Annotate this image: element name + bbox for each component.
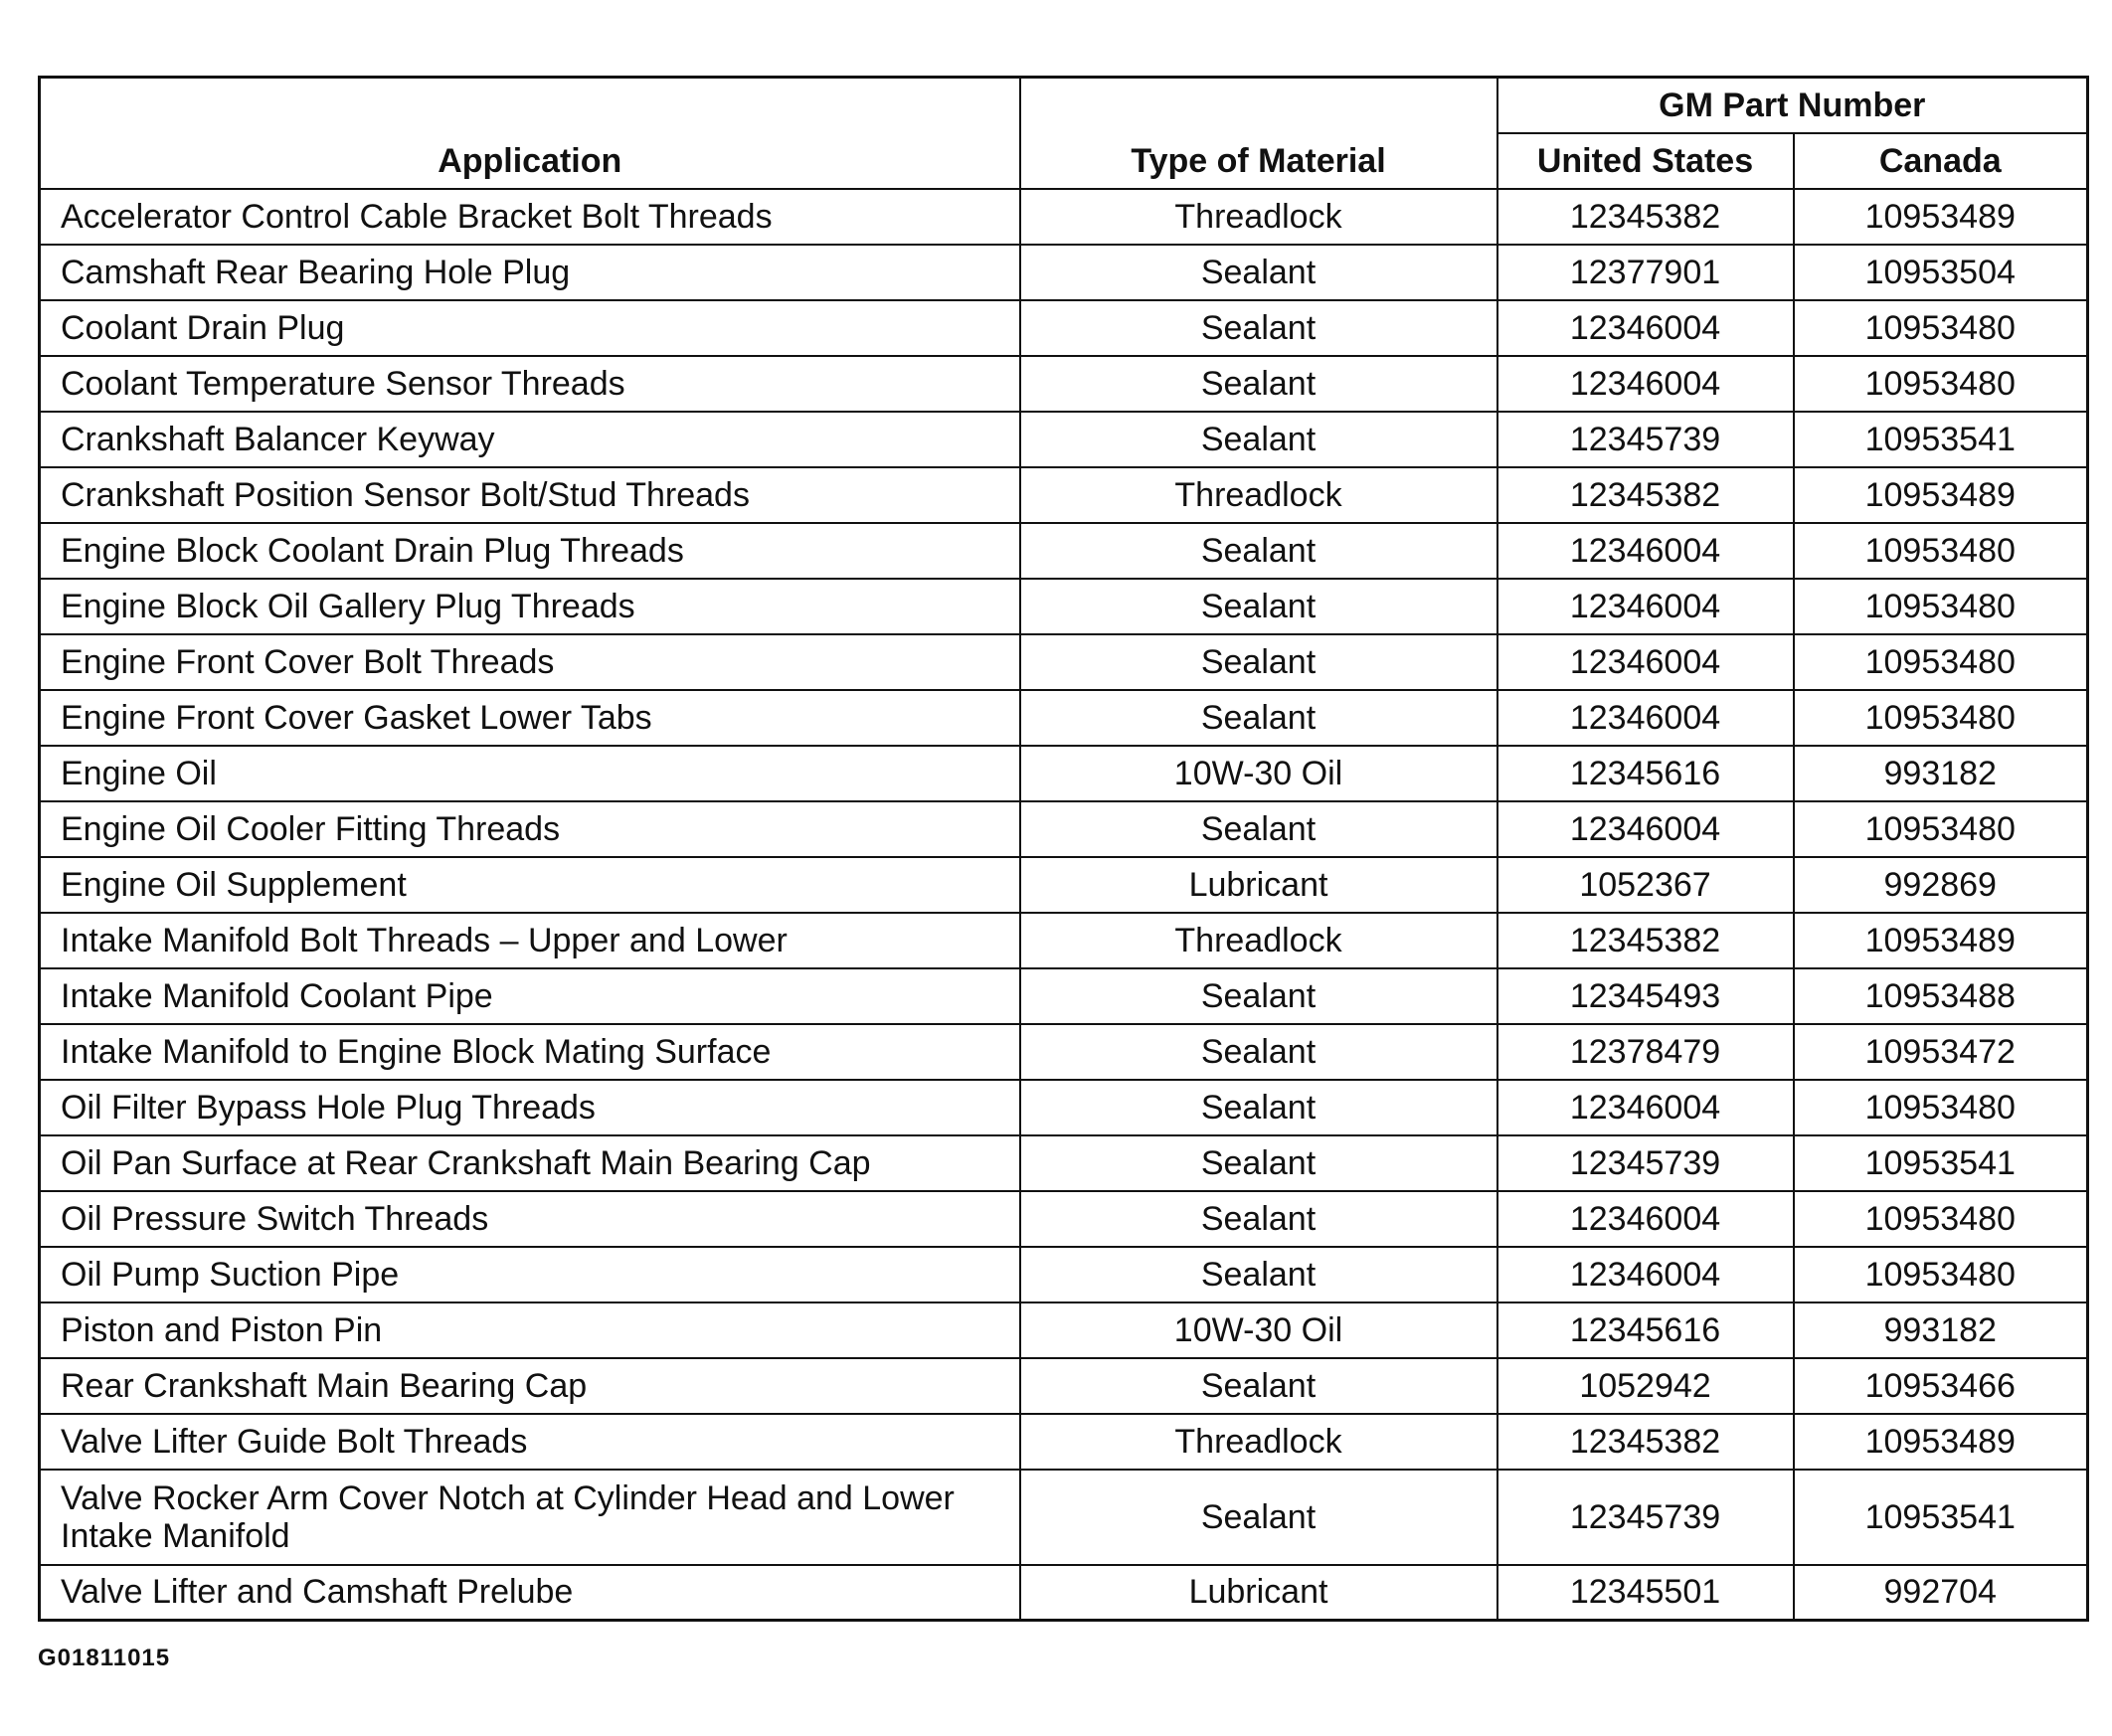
table-row <box>40 1302 2088 1358</box>
cell-us-part-number: 12346004 <box>1497 356 1794 412</box>
table-row <box>40 1024 2088 1080</box>
table-row <box>40 690 2088 746</box>
cell-material: Threadlock <box>1020 913 1497 968</box>
cell-material: Sealant <box>1020 300 1497 356</box>
cell-us-part-number: 12346004 <box>1497 690 1794 746</box>
cell-application: Coolant Temperature Sensor Threads <box>40 356 1020 412</box>
cell-material: Lubricant <box>1020 1565 1497 1621</box>
cell-canada-part-number: 10953480 <box>1794 634 2088 690</box>
cell-canada-part-number: 10953489 <box>1794 1414 2088 1470</box>
cell-canada-part-number: 10953541 <box>1794 1470 2088 1565</box>
table-body <box>40 189 2088 1621</box>
cell-us-part-number: 12346004 <box>1497 1191 1794 1247</box>
cell-application: Valve Rocker Arm Cover Notch at Cylinder Head and Lower Intake Manifold <box>40 1470 1020 1565</box>
cell-material: 10W-30 Oil <box>1020 746 1497 801</box>
cell-canada-part-number: 10953541 <box>1794 412 2088 467</box>
parts-table-sheet <box>38 76 2086 1622</box>
table-row <box>40 579 2088 634</box>
cell-us-part-number: 12345382 <box>1497 189 1794 245</box>
cell-us-part-number: 12345739 <box>1497 1470 1794 1565</box>
cell-us-part-number: 12345739 <box>1497 1135 1794 1191</box>
header-canada: Canada <box>1794 133 2088 189</box>
cell-us-part-number: 12346004 <box>1497 801 1794 857</box>
cell-material: Sealant <box>1020 1191 1497 1247</box>
table-row <box>40 1080 2088 1135</box>
table-row <box>40 857 2088 913</box>
cell-material: Sealant <box>1020 1358 1497 1414</box>
cell-material: Threadlock <box>1020 467 1497 523</box>
table-row <box>40 913 2088 968</box>
cell-canada-part-number: 10953466 <box>1794 1358 2088 1414</box>
cell-application: Crankshaft Balancer Keyway <box>40 412 1020 467</box>
cell-material: Sealant <box>1020 356 1497 412</box>
cell-material: Lubricant <box>1020 857 1497 913</box>
cell-canada-part-number: 10953472 <box>1794 1024 2088 1080</box>
cell-canada-part-number: 993182 <box>1794 746 2088 801</box>
table-row <box>40 1565 2088 1621</box>
cell-us-part-number: 12346004 <box>1497 1247 1794 1302</box>
parts-table <box>38 76 2089 1622</box>
cell-canada-part-number: 10953480 <box>1794 1191 2088 1247</box>
table-row <box>40 356 2088 412</box>
cell-material: Sealant <box>1020 245 1497 300</box>
cell-application: Coolant Drain Plug <box>40 300 1020 356</box>
cell-us-part-number: 1052367 <box>1497 857 1794 913</box>
table-row <box>40 467 2088 523</box>
cell-application: Engine Front Cover Gasket Lower Tabs <box>40 690 1020 746</box>
cell-material: Sealant <box>1020 801 1497 857</box>
cell-application: Oil Pressure Switch Threads <box>40 1191 1020 1247</box>
cell-canada-part-number: 10953480 <box>1794 801 2088 857</box>
cell-application: Camshaft Rear Bearing Hole Plug <box>40 245 1020 300</box>
cell-canada-part-number: 10953489 <box>1794 913 2088 968</box>
cell-us-part-number: 12345382 <box>1497 1414 1794 1470</box>
cell-application: Intake Manifold Bolt Threads – Upper and Lower <box>40 913 1020 968</box>
cell-us-part-number: 12345616 <box>1497 746 1794 801</box>
cell-application: Piston and Piston Pin <box>40 1302 1020 1358</box>
cell-canada-part-number: 10953480 <box>1794 579 2088 634</box>
cell-material: Sealant <box>1020 1470 1497 1565</box>
cell-application: Crankshaft Position Sensor Bolt/Stud Threads <box>40 467 1020 523</box>
table-row <box>40 245 2088 300</box>
cell-application: Engine Oil <box>40 746 1020 801</box>
table-row <box>40 300 2088 356</box>
cell-canada-part-number: 10953480 <box>1794 523 2088 579</box>
cell-application: Oil Pump Suction Pipe <box>40 1247 1020 1302</box>
table-row <box>40 1247 2088 1302</box>
table-row <box>40 1414 2088 1470</box>
cell-us-part-number: 12346004 <box>1497 300 1794 356</box>
cell-application: Valve Lifter and Camshaft Prelube <box>40 1565 1020 1621</box>
cell-application: Oil Pan Surface at Rear Crankshaft Main Bearing Cap <box>40 1135 1020 1191</box>
table-header <box>40 78 2088 189</box>
table-row <box>40 523 2088 579</box>
cell-canada-part-number: 10953489 <box>1794 189 2088 245</box>
cell-us-part-number: 12346004 <box>1497 523 1794 579</box>
cell-us-part-number: 12377901 <box>1497 245 1794 300</box>
header-gm-part-number: GM Part Number <box>1497 78 2088 133</box>
cell-us-part-number: 12345382 <box>1497 467 1794 523</box>
table-row <box>40 1358 2088 1414</box>
cell-us-part-number: 12346004 <box>1497 634 1794 690</box>
cell-us-part-number: 12345382 <box>1497 913 1794 968</box>
cell-canada-part-number: 10953480 <box>1794 1247 2088 1302</box>
cell-canada-part-number: 10953488 <box>1794 968 2088 1024</box>
table-row <box>40 1135 2088 1191</box>
cell-canada-part-number: 993182 <box>1794 1302 2088 1358</box>
cell-application: Engine Block Coolant Drain Plug Threads <box>40 523 1020 579</box>
cell-material: Sealant <box>1020 1247 1497 1302</box>
table-row <box>40 1191 2088 1247</box>
table-row <box>40 801 2088 857</box>
cell-material: Sealant <box>1020 1024 1497 1080</box>
cell-application: Engine Oil Cooler Fitting Threads <box>40 801 1020 857</box>
cell-canada-part-number: 10953489 <box>1794 467 2088 523</box>
header-united-states: United States <box>1497 133 1794 189</box>
cell-material: Sealant <box>1020 412 1497 467</box>
cell-material: Sealant <box>1020 1080 1497 1135</box>
cell-application: Oil Filter Bypass Hole Plug Threads <box>40 1080 1020 1135</box>
cell-canada-part-number: 992704 <box>1794 1565 2088 1621</box>
figure-id: G01811015 <box>38 1645 171 1671</box>
cell-application: Rear Crankshaft Main Bearing Cap <box>40 1358 1020 1414</box>
cell-material: 10W-30 Oil <box>1020 1302 1497 1358</box>
cell-application: Engine Front Cover Bolt Threads <box>40 634 1020 690</box>
cell-material: Sealant <box>1020 968 1497 1024</box>
cell-us-part-number: 12378479 <box>1497 1024 1794 1080</box>
cell-application: Accelerator Control Cable Bracket Bolt Threads <box>40 189 1020 245</box>
cell-canada-part-number: 10953480 <box>1794 300 2088 356</box>
cell-canada-part-number: 10953480 <box>1794 690 2088 746</box>
table-row <box>40 189 2088 245</box>
cell-application: Intake Manifold Coolant Pipe <box>40 968 1020 1024</box>
cell-canada-part-number: 10953541 <box>1794 1135 2088 1191</box>
cell-us-part-number: 12345616 <box>1497 1302 1794 1358</box>
cell-material: Sealant <box>1020 579 1497 634</box>
cell-canada-part-number: 10953480 <box>1794 356 2088 412</box>
header-material: Type of Material <box>1020 78 1497 189</box>
cell-canada-part-number: 10953504 <box>1794 245 2088 300</box>
cell-us-part-number: 1052942 <box>1497 1358 1794 1414</box>
cell-application: Intake Manifold to Engine Block Mating Surface <box>40 1024 1020 1080</box>
table-row <box>40 746 2088 801</box>
cell-material: Threadlock <box>1020 189 1497 245</box>
table-row <box>40 968 2088 1024</box>
cell-us-part-number: 12345501 <box>1497 1565 1794 1621</box>
cell-canada-part-number: 10953480 <box>1794 1080 2088 1135</box>
cell-canada-part-number: 992869 <box>1794 857 2088 913</box>
table-row <box>40 412 2088 467</box>
table-row <box>40 634 2088 690</box>
cell-us-part-number: 12345739 <box>1497 412 1794 467</box>
cell-us-part-number: 12345493 <box>1497 968 1794 1024</box>
cell-material: Sealant <box>1020 634 1497 690</box>
cell-application: Engine Oil Supplement <box>40 857 1020 913</box>
cell-material: Threadlock <box>1020 1414 1497 1470</box>
cell-application: Engine Block Oil Gallery Plug Threads <box>40 579 1020 634</box>
cell-us-part-number: 12346004 <box>1497 1080 1794 1135</box>
header-application: Application <box>40 78 1020 189</box>
cell-material: Sealant <box>1020 523 1497 579</box>
cell-material: Sealant <box>1020 1135 1497 1191</box>
cell-material: Sealant <box>1020 690 1497 746</box>
cell-application: Valve Lifter Guide Bolt Threads <box>40 1414 1020 1470</box>
cell-us-part-number: 12346004 <box>1497 579 1794 634</box>
table-row <box>40 1470 2088 1565</box>
